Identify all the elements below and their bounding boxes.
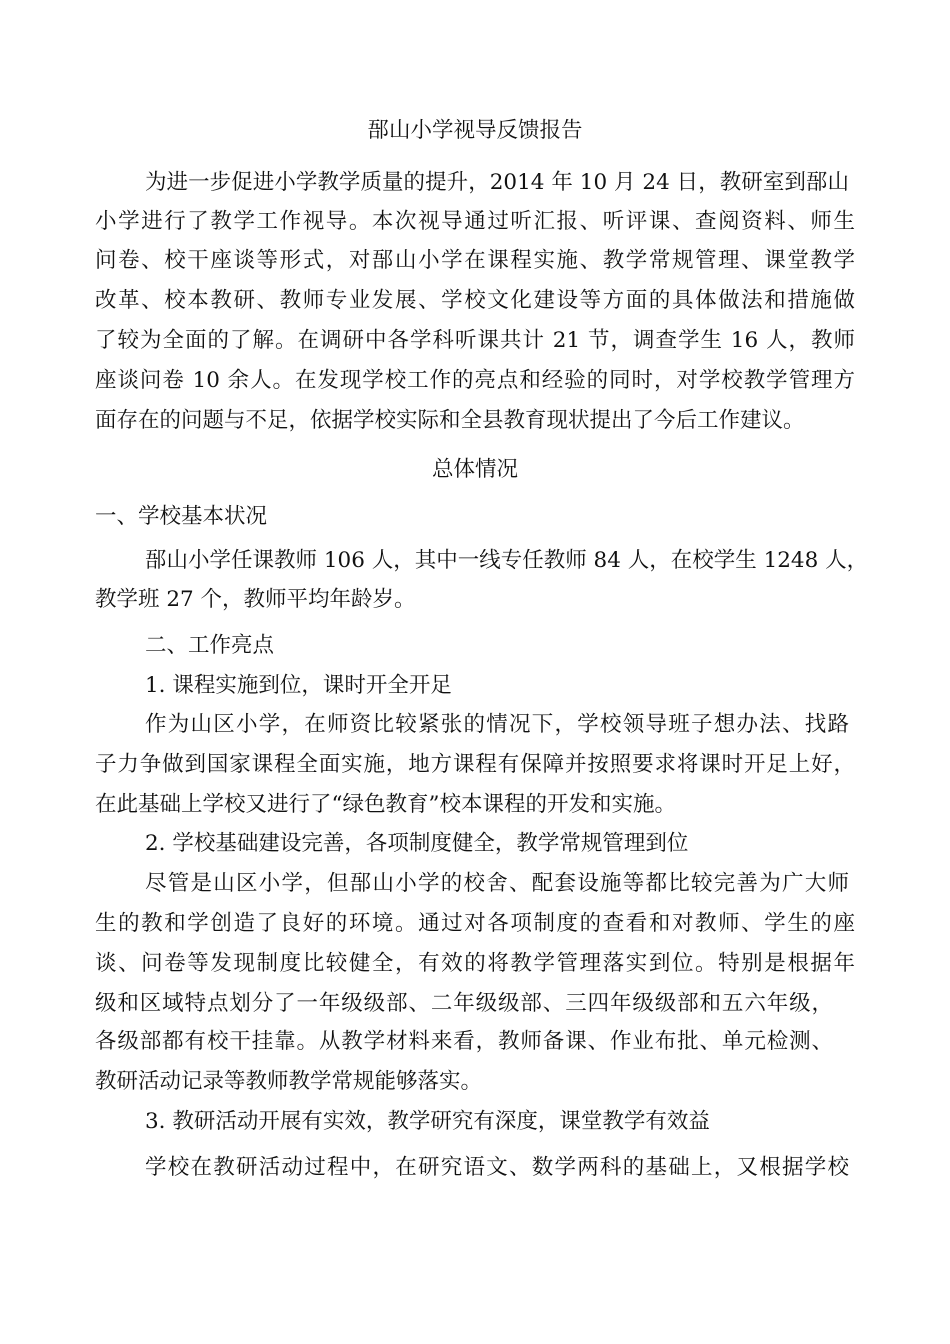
intro-line: 小学进行了教学工作视导。本次视导通过听汇报、听评课、查阅资料、师生 <box>95 209 855 234</box>
section-heading-highlights: 二、工作亮点 <box>145 633 275 658</box>
section-heading-overall: 总体情况 <box>431 457 518 482</box>
intro-line: 为进一步促进小学教学质量的提升，2014 年 10 月 24 日，教研室到郚山 <box>145 170 849 195</box>
point3-heading: 3. 教研活动开展有实效，教学研究有深度，课堂教学有效益 <box>145 1109 710 1134</box>
paragraph-line: 在此基础上学校又进行了“绿色教育”校本课程的开发和实施。 <box>95 792 676 817</box>
paragraph-line: 作为山区小学，在师资比较紧张的情况下，学校领导班子想办法、找路 <box>145 712 849 737</box>
paragraph-line: 生的教和学创造了良好的环境。通过对各项制度的查看和对教师、学生的座 <box>95 911 855 936</box>
intro-line: 了较为全面的了解。在调研中各学科听课共计 21 节，调查学生 16 人，教师 <box>95 328 855 353</box>
point2-heading: 2. 学校基础建设完善，各项制度健全，教学常规管理到位 <box>145 831 689 856</box>
paragraph-line: 郚山小学任课教师 106 人，其中一线专任教师 84 人，在校学生 1248 人， <box>145 548 869 573</box>
paragraph-line: 各级部都有校干挂靠。从教学材料来看，教师备课、作业布批、单元检测、 <box>95 1029 833 1054</box>
point1-heading: 1. 课程实施到位，课时开全开足 <box>145 673 452 698</box>
section-heading-basic-status: 一、学校基本状况 <box>95 504 268 529</box>
paragraph-line: 级和区域特点划分了一年级级部、二年级级部、三四年级级部和五六年级， <box>95 991 833 1016</box>
paragraph-line: 尽管是山区小学，但郚山小学的校舍、配套设施等都比较完善为广大师 <box>145 871 849 896</box>
intro-line: 问卷、校干座谈等形式，对郚山小学在课程实施、教学常规管理、课堂教学 <box>95 248 855 273</box>
intro-line: 改革、校本教研、教师专业发展、学校文化建设等方面的具体做法和措施做 <box>95 288 855 313</box>
paragraph-line: 学校在教研活动过程中，在研究语文、数学两科的基础上，又根据学校 <box>145 1155 849 1180</box>
paragraph-line: 谈、问卷等发现制度比较健全，有效的将教学管理落实到位。特别是根据年 <box>95 951 855 976</box>
intro-line: 面存在的问题与不足，依据学校实际和全县教育现状提出了今后工作建议。 <box>95 408 805 433</box>
paragraph-line: 教学班 27 个，教师平均年龄岁。 <box>95 587 416 612</box>
intro-line: 座谈问卷 10 余人。在发现学校工作的亮点和经验的同时，对学校教学管理方 <box>95 368 855 393</box>
document-title: 郚山小学视导反馈报告 <box>367 118 583 143</box>
paragraph-line: 子力争做到国家课程全面实施，地方课程有保障并按照要求将课时开足上好， <box>95 752 855 777</box>
paragraph-line: 教研活动记录等教师教学常规能够落实。 <box>95 1069 483 1094</box>
